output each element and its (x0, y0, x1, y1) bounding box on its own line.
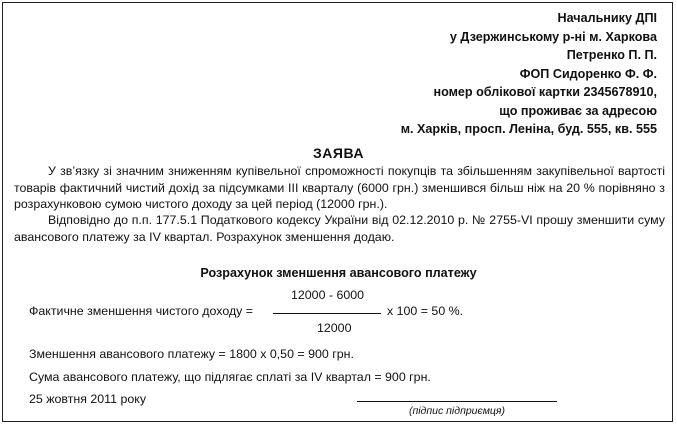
formula-result: x 100 = 50 %. (387, 304, 464, 318)
recipient-line: ФОП Сидоренко Ф. Ф. (519, 66, 657, 81)
fraction-bar (273, 313, 381, 314)
document-date: 25 жовтня 2011 року (29, 392, 147, 406)
recipient-block (401, 9, 657, 139)
body-paragraph-2: Відповідно до п.п. 177.5.1 Податкового кодексу України від 02.12.2010 р. № 2755-VI прошу зменшити суму авансового платежу за IV квартал. Розрахунок зменшення додаю. (14, 213, 665, 244)
formula-denominator: 12000 (317, 321, 352, 335)
recipient-line: Начальнику ДПІ (557, 11, 657, 25)
recipient-line: у Дзержинському р-ні м. Харкова (449, 29, 657, 44)
body-paragraph-1: У зв’язку зі значним зниженням купівельної спроможності покупців та збільшенням закупівельної вартості товарів фактичний чистий дохід за підсумками ІІІ кварталу (6000 грн.) зменшився більш ніж на 20 % порівняно з розрахунковою сумою чистого доходу за цей період (12000 грн.). (14, 164, 665, 211)
recipient-line: номер облікової картки 2345678910, (433, 85, 657, 99)
signature-line (357, 401, 557, 402)
recipient-line: Петренко П. П. (566, 48, 657, 62)
recipient-line: м. Харків, просп. Леніна, буд. 555, кв. 555 (400, 122, 657, 136)
signature-caption: (підпис підприємця) (408, 405, 506, 417)
formula-label: Фактичне зменшення чистого доходу = (29, 304, 254, 318)
document-frame (2, 2, 673, 422)
calculation-title: Розрахунок зменшення авансового платежу (200, 266, 477, 280)
advance-due-line: Сума авансового платежу, що підлягає сплаті за IV квартал = 900 грн. (29, 370, 431, 384)
formula-numerator: 12000 - 6000 (291, 288, 365, 302)
advance-reduction-line: Зменшення авансового платежу = 1800 х 0,50 = 900 грн. (29, 347, 354, 361)
recipient-line: що проживає за адресою (499, 103, 657, 118)
document-title: ЗАЯВА (313, 145, 364, 161)
